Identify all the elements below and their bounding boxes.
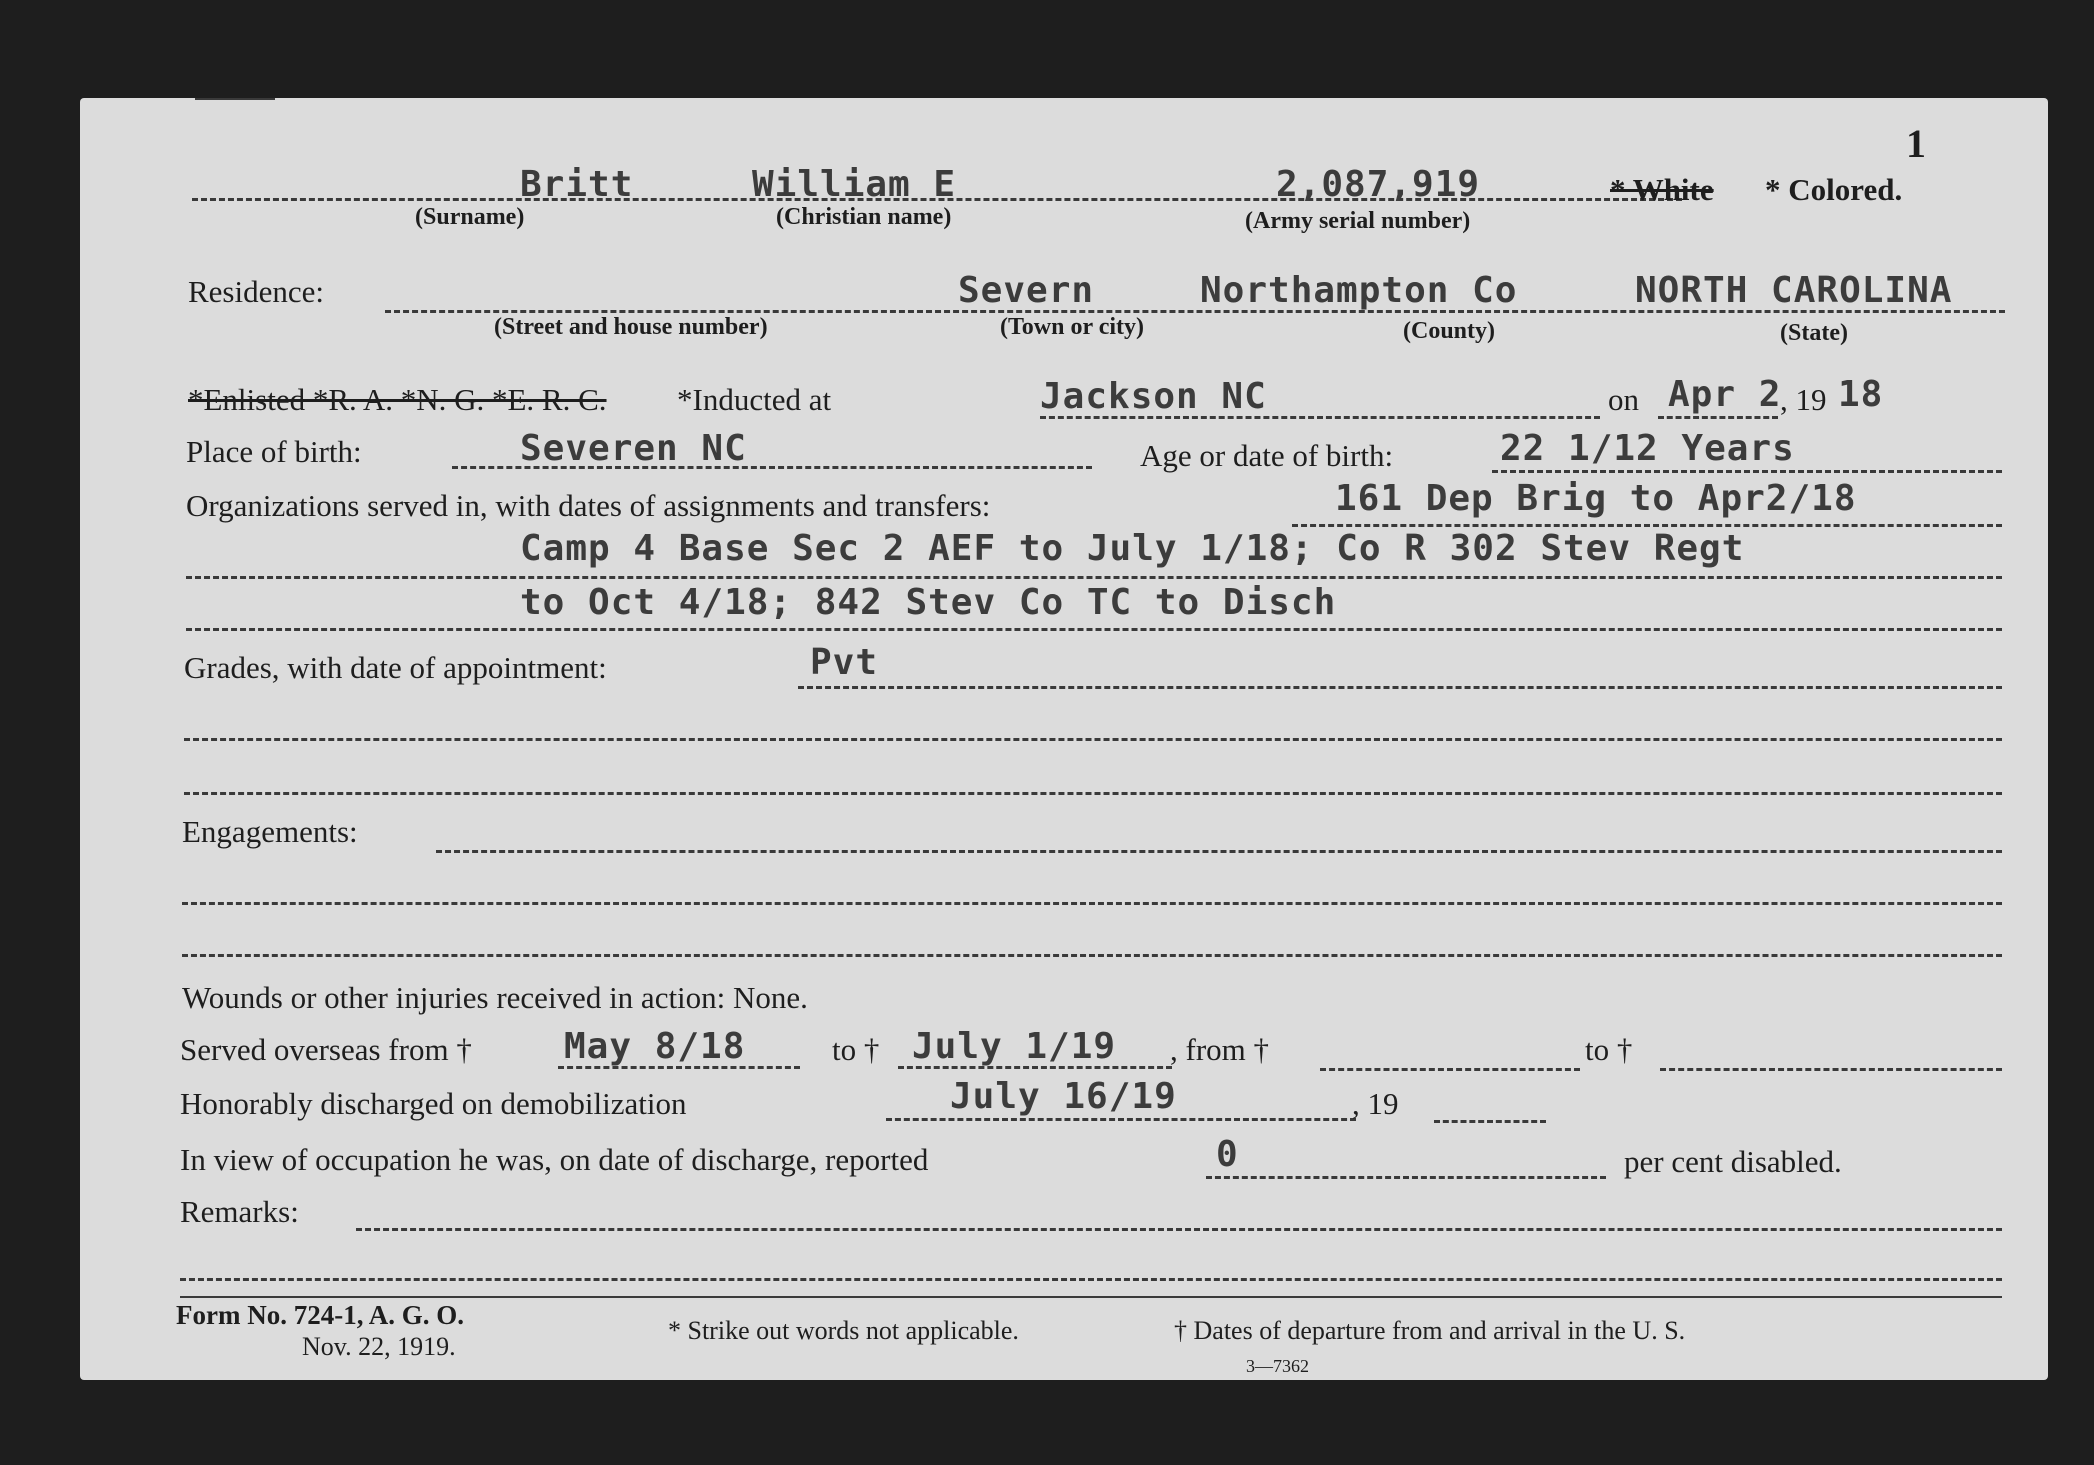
- remarks-label: Remarks:: [180, 1194, 299, 1229]
- card-number: 1: [1906, 121, 1926, 166]
- county-label: (County): [1403, 318, 1496, 344]
- remarks-line-2: [180, 1278, 2002, 1281]
- grades-value: Pvt: [810, 642, 879, 683]
- race-colored: * Colored.: [1765, 172, 1903, 207]
- overseas-to2-line: [1660, 1068, 2002, 1071]
- discharge-date: July 16/19: [950, 1076, 1177, 1117]
- inducted-year: 18: [1838, 374, 1884, 415]
- residence-state: NORTH CAROLINA: [1635, 270, 1953, 311]
- inducted-date: Apr 2: [1668, 374, 1782, 415]
- organizations-line-2: [186, 576, 2002, 579]
- engagements-line-2: [182, 902, 2002, 905]
- race-white-struck: * White: [1610, 172, 1714, 207]
- year-prefix: , 19: [1780, 382, 1827, 417]
- form-date: Nov. 22, 1919.: [302, 1332, 456, 1361]
- wounds-label: Wounds or other injuries received in action: None.: [182, 980, 808, 1015]
- organizations-text-1: 161 Dep Brig to Apr2/18: [1335, 478, 1857, 519]
- organizations-line-3: [186, 628, 2002, 631]
- grades-label: Grades, with date of appointment:: [184, 650, 607, 685]
- age-line: [1492, 470, 2002, 473]
- footnote-strike: * Strike out words not applicable.: [668, 1316, 1019, 1345]
- discharge-year-line: [1434, 1120, 1546, 1123]
- discharge-date-line: [886, 1118, 1356, 1121]
- age-label: Age or date of birth:: [1140, 438, 1394, 473]
- print-code: 3—7362: [1246, 1356, 1309, 1376]
- disability-line: [1206, 1176, 1606, 1179]
- organizations-line-1: [1292, 524, 2002, 527]
- form-number: Form No. 724-1, A. G. O.: [176, 1300, 464, 1330]
- overseas-to-label: to †: [832, 1032, 880, 1067]
- inducted-at-label: *Inducted at: [677, 382, 832, 417]
- inducted-at-place: Jackson NC: [1040, 376, 1267, 417]
- organizations-text-3: to Oct 4/18; 842 Stev Co TC to Disch: [520, 582, 1337, 623]
- grades-line-2: [184, 738, 2002, 741]
- overseas-from-date: May 8/18: [564, 1026, 746, 1067]
- disability-suffix: per cent disabled.: [1624, 1144, 1842, 1179]
- grades-line-3: [184, 792, 2002, 795]
- inducted-date-line: [1658, 416, 1778, 419]
- surname-label: (Surname): [415, 204, 525, 230]
- organizations-label: Organizations served in, with dates of assignments and transfers:: [186, 488, 991, 523]
- discharge-year-label: , 19: [1352, 1086, 1399, 1121]
- engagements-line-3: [182, 954, 2002, 957]
- surname-value: Britt: [520, 164, 634, 205]
- disability-label: In view of occupation he was, on date of discharge, reported: [180, 1142, 929, 1177]
- on-label: on: [1608, 382, 1639, 417]
- service-record-card: [80, 98, 2048, 1380]
- top-mark: [195, 98, 275, 100]
- serial-number-value: 2,087,919: [1276, 164, 1481, 205]
- disability-value: 0: [1216, 1134, 1239, 1175]
- overseas-to2-label: to †: [1585, 1032, 1633, 1067]
- discharge-label: Honorably discharged on demobilization: [180, 1086, 687, 1121]
- footnote-dates: † Dates of departure from and arrival in the U. S.: [1174, 1316, 1686, 1345]
- town-label: (Town or city): [1000, 314, 1144, 340]
- remarks-line-1: [356, 1228, 2002, 1231]
- place-of-birth-value: Severen NC: [520, 428, 747, 469]
- residence-county: Northampton Co: [1200, 270, 1518, 311]
- engagements-line-1: [436, 850, 2002, 853]
- organizations-text-2: Camp 4 Base Sec 2 AEF to July 1/18; Co R 302 Stev Regt: [520, 528, 1745, 569]
- grades-line-1: [798, 686, 2002, 689]
- age-value: 22 1/12 Years: [1500, 428, 1795, 469]
- overseas-from2-line: [1320, 1068, 1580, 1071]
- residence-label: Residence:: [188, 274, 325, 309]
- state-label: (State): [1780, 320, 1848, 346]
- place-of-birth-label: Place of birth:: [186, 434, 362, 469]
- overseas-from2-label: , from †: [1170, 1032, 1270, 1067]
- overseas-label: Served overseas from †: [180, 1032, 472, 1067]
- enlistment-options-struck: *Enlisted *R. A. *N. G. *E. R. C.: [188, 382, 607, 417]
- engagements-label: Engagements:: [182, 814, 358, 849]
- overseas-to-date: July 1/19: [912, 1026, 1117, 1067]
- christian-name-value: William E: [752, 164, 957, 205]
- serial-number-label: (Army serial number): [1245, 208, 1471, 234]
- street-label: (Street and house number): [494, 314, 768, 340]
- residence-town: Severn: [958, 270, 1095, 311]
- footer-rule: [180, 1296, 2002, 1298]
- christian-name-label: (Christian name): [776, 204, 952, 230]
